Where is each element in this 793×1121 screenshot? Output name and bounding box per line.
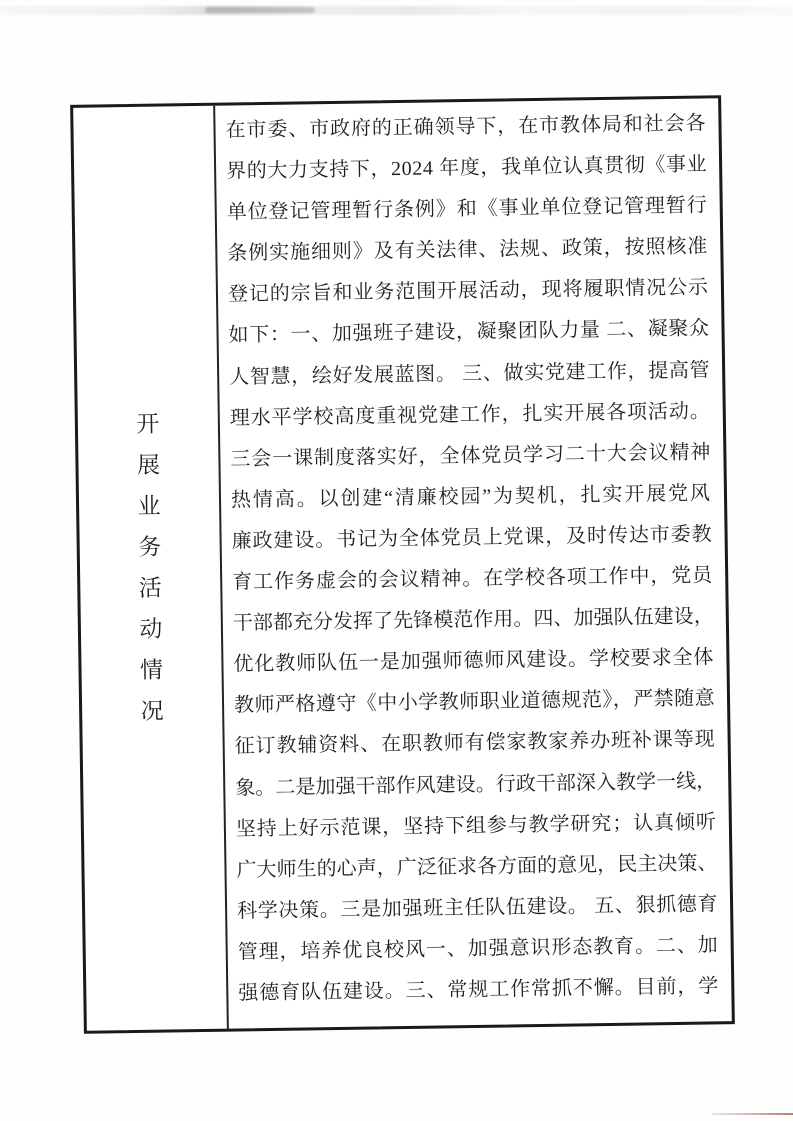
text-line-content: 在市委、市政府的正确领导下，在市教体局和社会各 <box>225 112 707 142</box>
scan-artifact-line <box>712 1113 793 1115</box>
text-line <box>226 145 708 193</box>
row-header-char: 情 <box>139 657 164 683</box>
text-line <box>237 925 719 973</box>
text-line <box>234 720 716 768</box>
scan-noise-band <box>0 6 793 15</box>
text-line-content: 教师严格遵守《中小学教师职业道德规范》，严禁随意 <box>233 687 716 717</box>
text-line-content: 廉政建设。书记为全体党员上党课，及时传达市委教 <box>231 523 713 553</box>
text-line-content: 理水平学校高度重视党建工作，扎实开展各项活动。 <box>229 400 711 430</box>
text-line <box>236 843 718 891</box>
text-line-content: 征订教辅资料、在职教师有偿家教家养办班补课等现 <box>234 728 716 758</box>
activity-table <box>70 95 735 1034</box>
row-header-cell <box>73 106 229 1031</box>
text-line-content: 干部都充分发挥了先锋模范作用。四、加强队伍建设， <box>232 605 714 635</box>
text-line <box>231 514 713 562</box>
text-line-content: 优化教师队伍一是加强师德师风建设。学校要求全体 <box>233 646 715 676</box>
text-line <box>228 268 710 316</box>
text-line <box>225 103 707 151</box>
text-line <box>232 555 714 603</box>
text-line <box>235 761 717 809</box>
activity-text-cell <box>215 98 732 1028</box>
text-line-content: 界的大力支持下，2024 年度，我单位认真贯彻《事业 <box>225 153 708 183</box>
row-header-char: 业 <box>137 493 161 519</box>
text-line-content: 管理，培养优良校风一、加强意识形态教育。二、加 <box>237 934 719 964</box>
text-line <box>227 227 709 275</box>
text-line <box>228 309 710 357</box>
text-line-content: 如下：一、加强班子建设，凝聚团队力量 二、凝聚众 <box>228 317 710 348</box>
text-line-content: 强德育队伍建设。三、常规工作常抓不懈。目前，学 <box>238 975 720 1005</box>
row-header-char: 况 <box>140 698 164 724</box>
text-line-content: 三会一课制度落实好，全体党员学习二十大会议精神 <box>230 441 712 471</box>
row-header-char: 活 <box>138 575 163 601</box>
text-line-content: 热情高。以创建“清廉校园”为契机，扎实开展党风 <box>230 482 712 512</box>
text-line-content: 条例实施细则》及有关法律、法规、政策，按照核准 <box>227 235 709 265</box>
text-line-content: 坚持上好示范课，坚持下组参与教学研究；认真倾听 <box>235 810 717 841</box>
text-line <box>234 679 716 727</box>
text-line-content: 育工作务虚会的会议精神。在学校各项工作中，党员 <box>232 564 714 594</box>
text-line <box>238 966 720 1014</box>
text-line <box>226 186 708 234</box>
text-line <box>233 638 715 686</box>
row-header-char: 展 <box>136 452 161 478</box>
text-line <box>233 597 715 645</box>
text-line-content: 人智慧，绘好发展蓝图。 三、做实党建工作，提高管 <box>229 358 711 389</box>
row-header-char: 开 <box>136 411 160 437</box>
text-line <box>229 350 711 398</box>
row-header-char: 务 <box>138 534 162 560</box>
text-line-content: 登记的宗旨和业务范围开展活动，现将履职情况公示 <box>227 276 710 306</box>
text-line <box>236 802 718 850</box>
row-header-char: 动 <box>139 616 163 642</box>
scan-noise-smudge <box>205 7 315 13</box>
text-line-content: 象。二是加强干部作风建设。行政干部深入教学一线， <box>235 769 717 800</box>
text-line <box>231 473 713 521</box>
text-line-content: 广大师生的心声，广泛征求各方面的意见，民主决策、 <box>236 852 718 882</box>
text-line <box>237 884 719 932</box>
text-line-content: 科学决策。三是加强班主任队伍建设。 五、狠抓德育 <box>236 893 719 923</box>
text-line-content: 单位登记管理暂行条例》和《事业单位登记管理暂行 <box>226 194 708 224</box>
text-line <box>230 391 712 439</box>
text-line <box>230 432 712 480</box>
